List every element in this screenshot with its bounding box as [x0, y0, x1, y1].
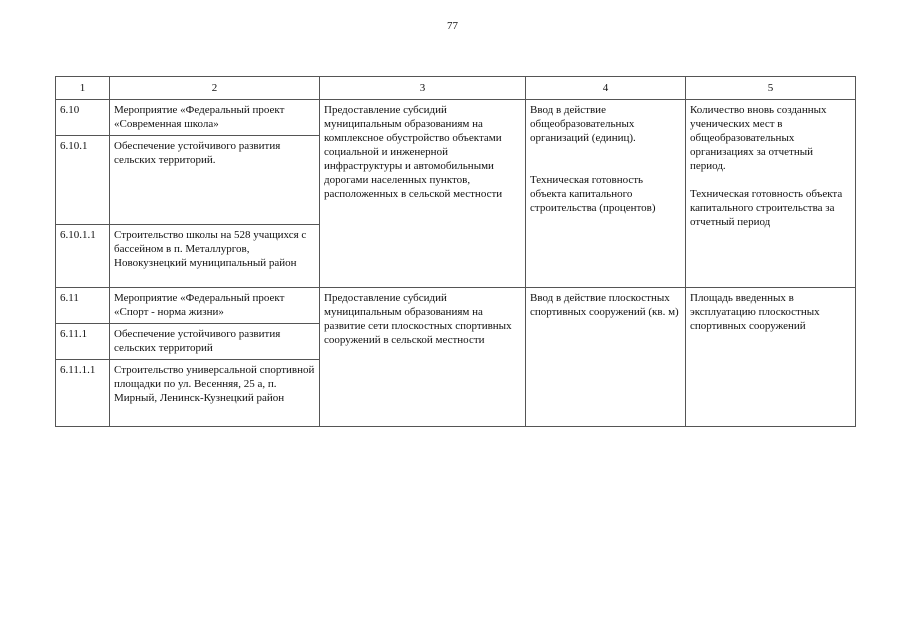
header-col-1: 1 [56, 77, 110, 100]
row-title: Обеспечение устойчивого развития сельских территорий [110, 324, 320, 360]
header-col-5: 5 [686, 77, 856, 100]
indicator-b: Техническая готовность объекта капитального строительства (процентов) [530, 174, 656, 214]
header-col-4: 4 [526, 77, 686, 100]
indicator-cell [526, 100, 686, 288]
result-cell [686, 100, 856, 288]
row-number: 6.10 [56, 100, 110, 136]
table-row [56, 288, 856, 324]
header-col-2: 2 [110, 77, 320, 100]
measures-table [55, 76, 856, 427]
row-title: Мероприятие «Федеральный проект «Спорт - норма жизни» [110, 288, 320, 324]
indicator-cell: Ввод в действие плоскостных спортивных сооружений (кв. м) [526, 288, 686, 427]
result-cell: Площадь введенных в эксплуатацию плоскостных спортивных сооружений [686, 288, 856, 427]
result-b: Техническая готовность объекта капитального строительства за отчетный период [690, 188, 843, 228]
result-a: Количество вновь созданных ученических мест в общеобразовательных организациях за отчетный период. [690, 104, 827, 172]
subsidy-description: Предоставление субсидий муниципальным образованиям на развитие сети плоскостных спортивных сооружений в сельской местности [320, 288, 526, 427]
page-number: 77 [447, 20, 458, 32]
row-title: Мероприятие «Федеральный проект «Современная школа» [110, 100, 320, 136]
subsidy-description: Предоставление субсидий муниципальным образованиям на комплексное обустройство объектами социальной и инженерной инфраструктуры и автомобильными дорогами населенных пунктов, расположенных в сельской местности [320, 100, 526, 288]
row-number: 6.11.1.1 [56, 360, 110, 427]
row-number: 6.10.1.1 [56, 225, 110, 288]
row-title: Строительство школы на 528 учащихся с бассейном в п. Металлургов, Новокузнецкий муниципальный район [110, 225, 320, 288]
row-number: 6.11 [56, 288, 110, 324]
table-row [56, 100, 856, 136]
indicator-a: Ввод в действие общеобразовательных организаций (единиц). [530, 104, 636, 144]
row-title: Обеспечение устойчивого развития сельских территорий. [110, 136, 320, 225]
header-row [56, 77, 856, 100]
row-number: 6.11.1 [56, 324, 110, 360]
row-number: 6.10.1 [56, 136, 110, 225]
header-col-3: 3 [320, 77, 526, 100]
row-title: Строительство универсальной спортивной площадки по ул. Весенняя, 25 а, п. Мирный, Ленинск-Кузнецкий район [110, 360, 320, 427]
